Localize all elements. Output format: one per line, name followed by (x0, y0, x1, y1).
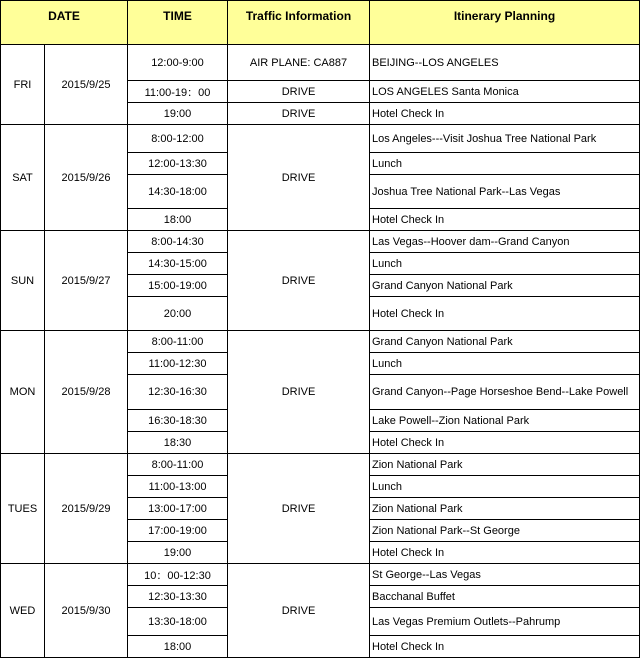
header-time: TIME (128, 1, 228, 45)
date-cell: 2015/9/26 (45, 125, 128, 231)
traffic-cell: DRIVE (228, 231, 370, 331)
plan-cell: Joshua Tree National Park--Las Vegas (370, 175, 640, 209)
plan-cell: Hotel Check In (370, 103, 640, 125)
day-cell: FRI (1, 45, 45, 125)
time-cell: 16:30-18:30 (128, 410, 228, 432)
time-cell: 18:00 (128, 209, 228, 231)
plan-cell: Zion National Park (370, 454, 640, 476)
time-cell: 17:00-19:00 (128, 520, 228, 542)
time-cell: 19:00 (128, 542, 228, 564)
header-traffic: Traffic Information (228, 1, 370, 45)
traffic-cell: DRIVE (228, 103, 370, 125)
header-date: DATE (1, 1, 128, 45)
time-cell: 10：00-12:30 (128, 564, 228, 586)
day-cell: MON (1, 331, 45, 454)
date-cell: 2015/9/25 (45, 45, 128, 125)
day-cell: SUN (1, 231, 45, 331)
plan-cell: Lunch (370, 253, 640, 275)
header-row (1, 1, 640, 45)
date-cell: 2015/9/28 (45, 331, 128, 454)
traffic-cell: DRIVE (228, 454, 370, 564)
plan-cell: Lunch (370, 153, 640, 175)
time-cell: 20:00 (128, 297, 228, 331)
plan-cell: Hotel Check In (370, 636, 640, 658)
day-cell: WED (1, 564, 45, 658)
time-cell: 18:00 (128, 636, 228, 658)
table-row (1, 231, 640, 253)
date-cell: 2015/9/30 (45, 564, 128, 658)
plan-cell: Las Vegas--Hoover dam--Grand Canyon (370, 231, 640, 253)
plan-cell: Hotel Check In (370, 209, 640, 231)
plan-cell: Zion National Park (370, 498, 640, 520)
traffic-cell: DRIVE (228, 125, 370, 231)
traffic-cell: AIR PLANE: CA887 (228, 45, 370, 81)
plan-cell: Bacchanal Buffet (370, 586, 640, 608)
plan-cell: Hotel Check In (370, 542, 640, 564)
plan-cell: Grand Canyon National Park (370, 331, 640, 353)
plan-cell: Lunch (370, 476, 640, 498)
day-cell: TUES (1, 454, 45, 564)
time-cell: 12:00-13:30 (128, 153, 228, 175)
time-cell: 19:00 (128, 103, 228, 125)
time-cell: 8:00-14:30 (128, 231, 228, 253)
plan-cell: BEIJING--LOS ANGELES (370, 45, 640, 81)
time-cell: 18:30 (128, 432, 228, 454)
plan-cell: Lake Powell--Zion National Park (370, 410, 640, 432)
plan-cell: Hotel Check In (370, 432, 640, 454)
plan-cell: Las Vegas Premium Outlets--Pahrump (370, 608, 640, 636)
table-row (1, 125, 640, 153)
plan-cell: St George--Las Vegas (370, 564, 640, 586)
time-cell: 14:30-15:00 (128, 253, 228, 275)
time-cell: 12:30-16:30 (128, 375, 228, 410)
plan-cell: Lunch (370, 353, 640, 375)
plan-cell: Los Angeles---Visit Joshua Tree National Park (370, 125, 640, 153)
time-cell: 13:00-17:00 (128, 498, 228, 520)
plan-cell: LOS ANGELES Santa Monica (370, 81, 640, 103)
traffic-cell: DRIVE (228, 564, 370, 658)
time-cell: 12:00-9:00 (128, 45, 228, 81)
traffic-cell: DRIVE (228, 331, 370, 454)
time-cell: 11:00-19：00 (128, 81, 228, 103)
plan-cell: Grand Canyon National Park (370, 275, 640, 297)
day-cell: SAT (1, 125, 45, 231)
traffic-cell: DRIVE (228, 81, 370, 103)
time-cell: 11:00-12:30 (128, 353, 228, 375)
time-cell: 12:30-13:30 (128, 586, 228, 608)
table-row (1, 564, 640, 586)
time-cell: 13:30-18:00 (128, 608, 228, 636)
time-cell: 11:00-13:00 (128, 476, 228, 498)
time-cell: 15:00-19:00 (128, 275, 228, 297)
table-row (1, 454, 640, 476)
time-cell: 8:00-12:00 (128, 125, 228, 153)
plan-cell: Zion National Park--St George (370, 520, 640, 542)
time-cell: 8:00-11:00 (128, 454, 228, 476)
date-cell: 2015/9/27 (45, 231, 128, 331)
table-row (1, 45, 640, 81)
header-plan: Itinerary Planning (370, 1, 640, 45)
plan-cell: Hotel Check In (370, 297, 640, 331)
plan-cell: Grand Canyon--Page Horseshoe Bend--Lake Powell (370, 375, 640, 410)
date-cell: 2015/9/29 (45, 454, 128, 564)
time-cell: 8:00-11:00 (128, 331, 228, 353)
table-row (1, 331, 640, 353)
time-cell: 14:30-18:00 (128, 175, 228, 209)
